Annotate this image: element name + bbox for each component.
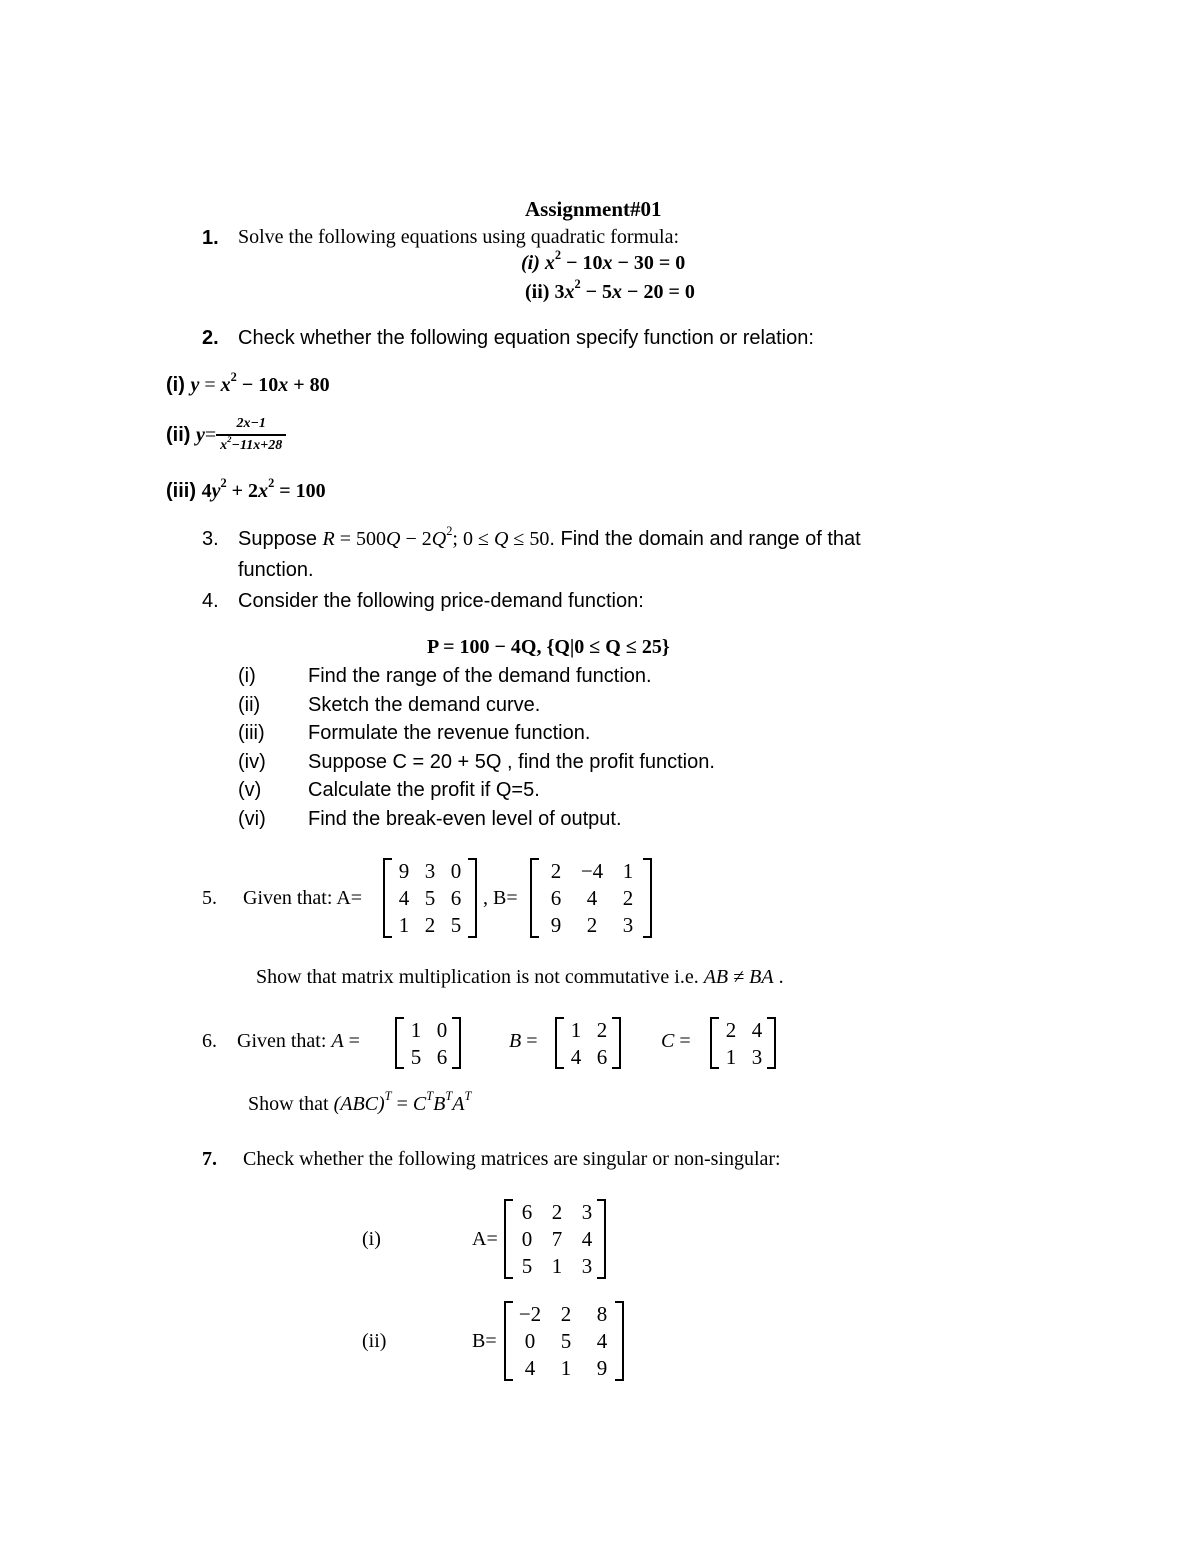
question-2-text: Check whether the following equation specify function or relation: [238, 327, 814, 349]
matrix-cell: 4 [581, 1227, 593, 1251]
matrix-cell: 2 [551, 1200, 563, 1224]
matrix-cell: 2 [560, 1302, 572, 1326]
q7-item-i-label: (i) [362, 1228, 381, 1250]
q1-eq1-label: (i) [521, 252, 540, 274]
question-4-text: Consider the following price-demand function: [238, 590, 644, 612]
q4-subitem-text: Formulate the revenue function. [308, 722, 591, 745]
q7-matrix-a [504, 1199, 606, 1279]
q4-subitem-text: Sketch the demand curve. [308, 693, 541, 716]
matrix-cell: 6 [450, 886, 462, 910]
matrix-cell: 0 [521, 1227, 533, 1251]
q4-subitem-text: Find the break-even level of output. [308, 808, 622, 830]
matrix-cell: 7 [551, 1227, 563, 1251]
q4-equation: P = 100 − 4Q, {Q|0 ≤ Q ≤ 25} [427, 636, 670, 658]
q2-fraction: $\frac{2x-1}{x^2-11x+28}$ [216, 416, 286, 454]
matrix-cell: 5 [521, 1254, 533, 1278]
q1-eq2-label: (ii) [525, 281, 550, 303]
question-7-text: Check whether the following matrices are singular or non-singular: [243, 1148, 781, 1170]
q5-separator: , B= [483, 887, 518, 909]
q4-subitem-label: (i) [238, 665, 256, 687]
page-title: Assignment#01 [525, 197, 662, 221]
matrix-cell: 4 [398, 886, 410, 910]
q6-b-label: B = [509, 1030, 538, 1052]
q7-matrix-b [504, 1301, 624, 1381]
q4-subitem-text: Calculate the profit if Q=5. [308, 779, 540, 802]
matrix-cell: 2 [424, 913, 436, 937]
question-1-text: Solve the following equations using quadratic formula: [238, 226, 680, 248]
matrix-cell: 9 [398, 859, 410, 883]
question-3-text: Suppose $R = 500Q - 2Q^2$; 0 ≤ Q ≤ 50. Find the domain and range of that [238, 523, 861, 550]
matrix-cell: 3 [622, 913, 634, 937]
matrix-cell: 0 [450, 859, 462, 883]
matrix-cell: 1 [725, 1045, 737, 1069]
matrix-cell: 2 [622, 886, 634, 910]
matrix-cell: 3 [424, 859, 436, 883]
q7-item-ii-label: (ii) [362, 1330, 387, 1352]
q5-matrix-a [383, 858, 477, 938]
question-3-text-line2: function. [238, 559, 314, 581]
q6-matrix-c [710, 1017, 776, 1069]
matrix-cell: 3 [751, 1045, 763, 1069]
matrix-cell: 4 [570, 1045, 582, 1069]
matrix-cell: 1 [398, 913, 410, 937]
matrix-cell: 1 [560, 1356, 572, 1380]
matrix-cell: 0 [436, 1018, 448, 1042]
q6-show-text: Show that $(ABC)^T = C^TB^TA^T$ [248, 1088, 472, 1115]
q4-subitem-label: (v) [238, 779, 262, 802]
matrix-cell: 9 [596, 1356, 608, 1380]
matrix-cell: −4 [580, 859, 604, 883]
matrix-cell: 3 [581, 1200, 593, 1224]
q4-subitem-label: (iii) [238, 722, 265, 745]
question-1-number: 1. [202, 227, 219, 249]
q5-matrix-b [530, 858, 652, 938]
q6-c-label: C = [661, 1030, 691, 1052]
matrix-cell: 2 [725, 1018, 737, 1042]
q4-subitem-label: (ii) [238, 693, 261, 716]
q2-item-ii: (ii) y = $\frac{2x-1}{x^2-11x+28}$ [166, 416, 286, 454]
q6-matrix-a [395, 1017, 461, 1069]
q7-matrix-a-label: A= [472, 1228, 498, 1250]
q4-subitem-label: (iv) [238, 750, 266, 773]
matrix-cell: 9 [550, 913, 562, 937]
matrix-cell: 4 [751, 1018, 763, 1042]
q1-equation-2: (ii) $3x^2 - 5x - 20 = 0$ [525, 276, 695, 303]
matrix-cell: 1 [551, 1254, 563, 1278]
matrix-cell: 6 [521, 1200, 533, 1224]
matrix-cell: 6 [436, 1045, 448, 1069]
question-2-number: 2. [202, 327, 219, 349]
matrix-cell: 1 [622, 859, 634, 883]
matrix-cell: 4 [524, 1356, 536, 1380]
matrix-cell: 5 [410, 1045, 422, 1069]
matrix-cell: 1 [410, 1018, 422, 1042]
q5-given-text: Given that: A= [243, 887, 363, 909]
matrix-cell: 4 [596, 1329, 608, 1353]
q6-given-text: Given that: A = [237, 1030, 360, 1052]
q2-item-iii: (iii) $4y^2 + 2x^2 = 100$ [166, 475, 326, 502]
matrix-cell: 1 [570, 1018, 582, 1042]
q6-matrix-b [555, 1017, 621, 1069]
matrix-cell: 2 [586, 913, 598, 937]
q1-equation-1: (i) $x^2 - 10x - 30 = 0$ [521, 247, 686, 274]
matrix-cell: 8 [596, 1302, 608, 1326]
matrix-cell: 6 [596, 1045, 608, 1069]
matrix-cell: 6 [550, 886, 562, 910]
question-4-number: 4. [202, 590, 219, 612]
matrix-cell: −2 [518, 1302, 542, 1326]
matrix-cell: 0 [524, 1329, 536, 1353]
matrix-cell: 4 [586, 886, 598, 910]
question-5-number: 5. [202, 887, 217, 909]
q4-subitem-text: Find the range of the demand function. [308, 665, 652, 687]
matrix-cell: 5 [424, 886, 436, 910]
matrix-cell: 5 [450, 913, 462, 937]
q2-item-i: (i) $y = x^2 - 10x + 80$ [166, 369, 330, 396]
q7-matrix-b-label: B= [472, 1330, 497, 1352]
q4-subitem-text: Suppose C = 20 + 5Q , find the profit function. [308, 750, 715, 773]
question-6-number: 6. [202, 1030, 217, 1052]
question-7-number: 7. [202, 1148, 217, 1170]
q4-subitem-label: (vi) [238, 808, 266, 830]
matrix-cell: 3 [581, 1254, 593, 1278]
matrix-cell: 2 [550, 859, 562, 883]
question-3-number: 3. [202, 528, 219, 550]
matrix-right-bracket [468, 858, 477, 938]
matrix-cell: 5 [560, 1329, 572, 1353]
q5-show-text: Show that matrix multiplication is not commutative i.e. AB ≠ BA . [256, 966, 784, 988]
matrix-cell: 2 [596, 1018, 608, 1042]
